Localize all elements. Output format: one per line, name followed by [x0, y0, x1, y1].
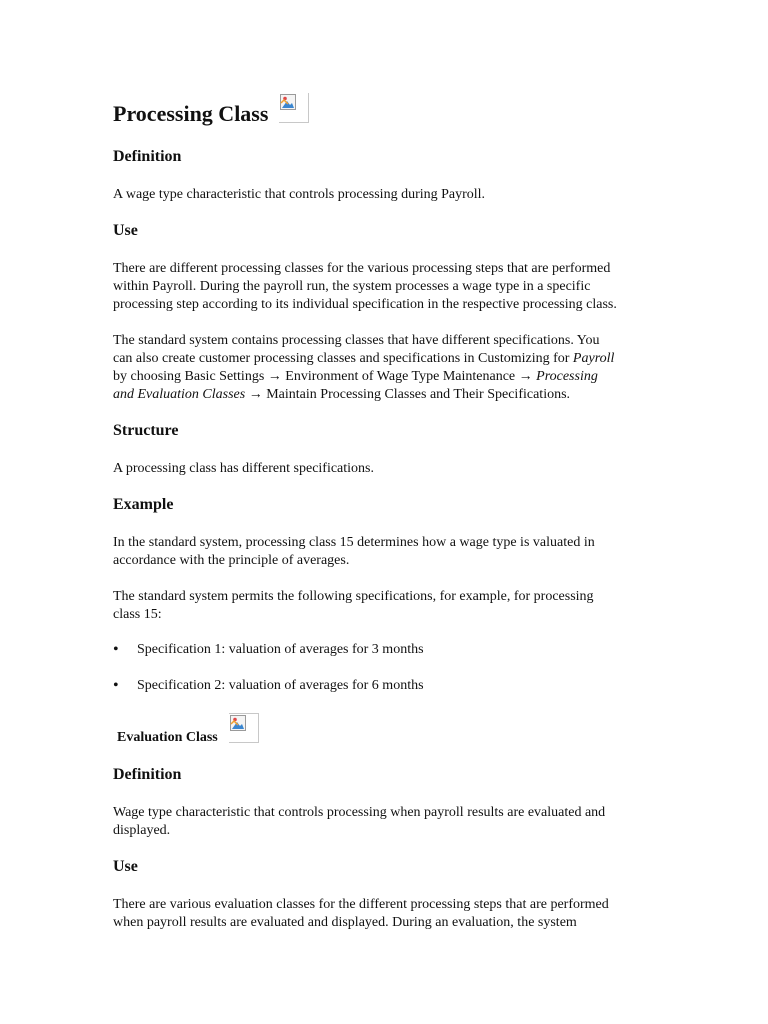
section-heading-structure: Structure [113, 422, 179, 439]
section-heading-definition: Definition [113, 148, 182, 165]
page-title: Processing Class [113, 101, 269, 126]
section-heading-use: Use [113, 222, 138, 239]
standard-line [113, 350, 658, 368]
standard-line [113, 386, 658, 404]
list-item-text: Specification 2: valuation of averages for 6 months [137, 678, 424, 693]
standard-italic-text: Payroll [572, 351, 615, 366]
use-line: processing step according to its individual specification in the respective processing class. [113, 297, 617, 312]
use-line: within Payroll. During the payroll run, the system processes a wage type in a specific [113, 279, 591, 294]
menu-path-italic-text: and Evaluation Classes [113, 387, 246, 402]
standard-line [113, 368, 658, 386]
broken-image-icon [279, 93, 309, 123]
example-line: The standard system permits the following specifications, for example, for processing [113, 589, 594, 604]
bullet-icon: • [113, 641, 119, 658]
list-item-text: Specification 1: valuation of averages for 3 months [137, 642, 424, 657]
example-line: In the standard system, processing class 15 determines how a wage type is valuated in [113, 535, 595, 550]
bullet-icon: • [113, 677, 119, 694]
definition-text: A wage type characteristic that controls processing during Payroll. [113, 187, 486, 202]
section-heading-example: Example [113, 496, 174, 513]
use-line: There are different processing classes for the various processing steps that are performed [113, 261, 611, 276]
standard-line: The standard system contains processing classes that have different specifications. You [113, 333, 600, 348]
definition-line: displayed. [113, 823, 171, 838]
use-line: when payroll results are evaluated and displayed. During an evaluation, the system [113, 915, 577, 930]
example-line: accordance with the principle of averages. [113, 553, 350, 568]
structure-text: A processing class has different specifications. [113, 461, 375, 476]
standard-text: can also create customer processing classes and specifications in Customizing for [113, 351, 573, 366]
example-line: class 15: [113, 607, 162, 622]
definition-line: Wage type characteristic that controls processing when payroll results are evaluated and [113, 805, 606, 820]
menu-path-text: → Maintain Processing Classes and Their Specifications. [245, 387, 571, 402]
menu-path-text: by choosing Basic Settings → Environment of Wage Type Maintenance → [113, 369, 537, 384]
broken-image-icon [229, 713, 259, 743]
menu-path-italic-text: Processing [536, 369, 598, 384]
section-title: Evaluation Class [117, 730, 218, 745]
section-heading-definition: Definition [113, 766, 182, 783]
section-heading-use: Use [113, 858, 138, 875]
use-line: There are various evaluation classes for the different processing steps that are performed [113, 897, 609, 912]
